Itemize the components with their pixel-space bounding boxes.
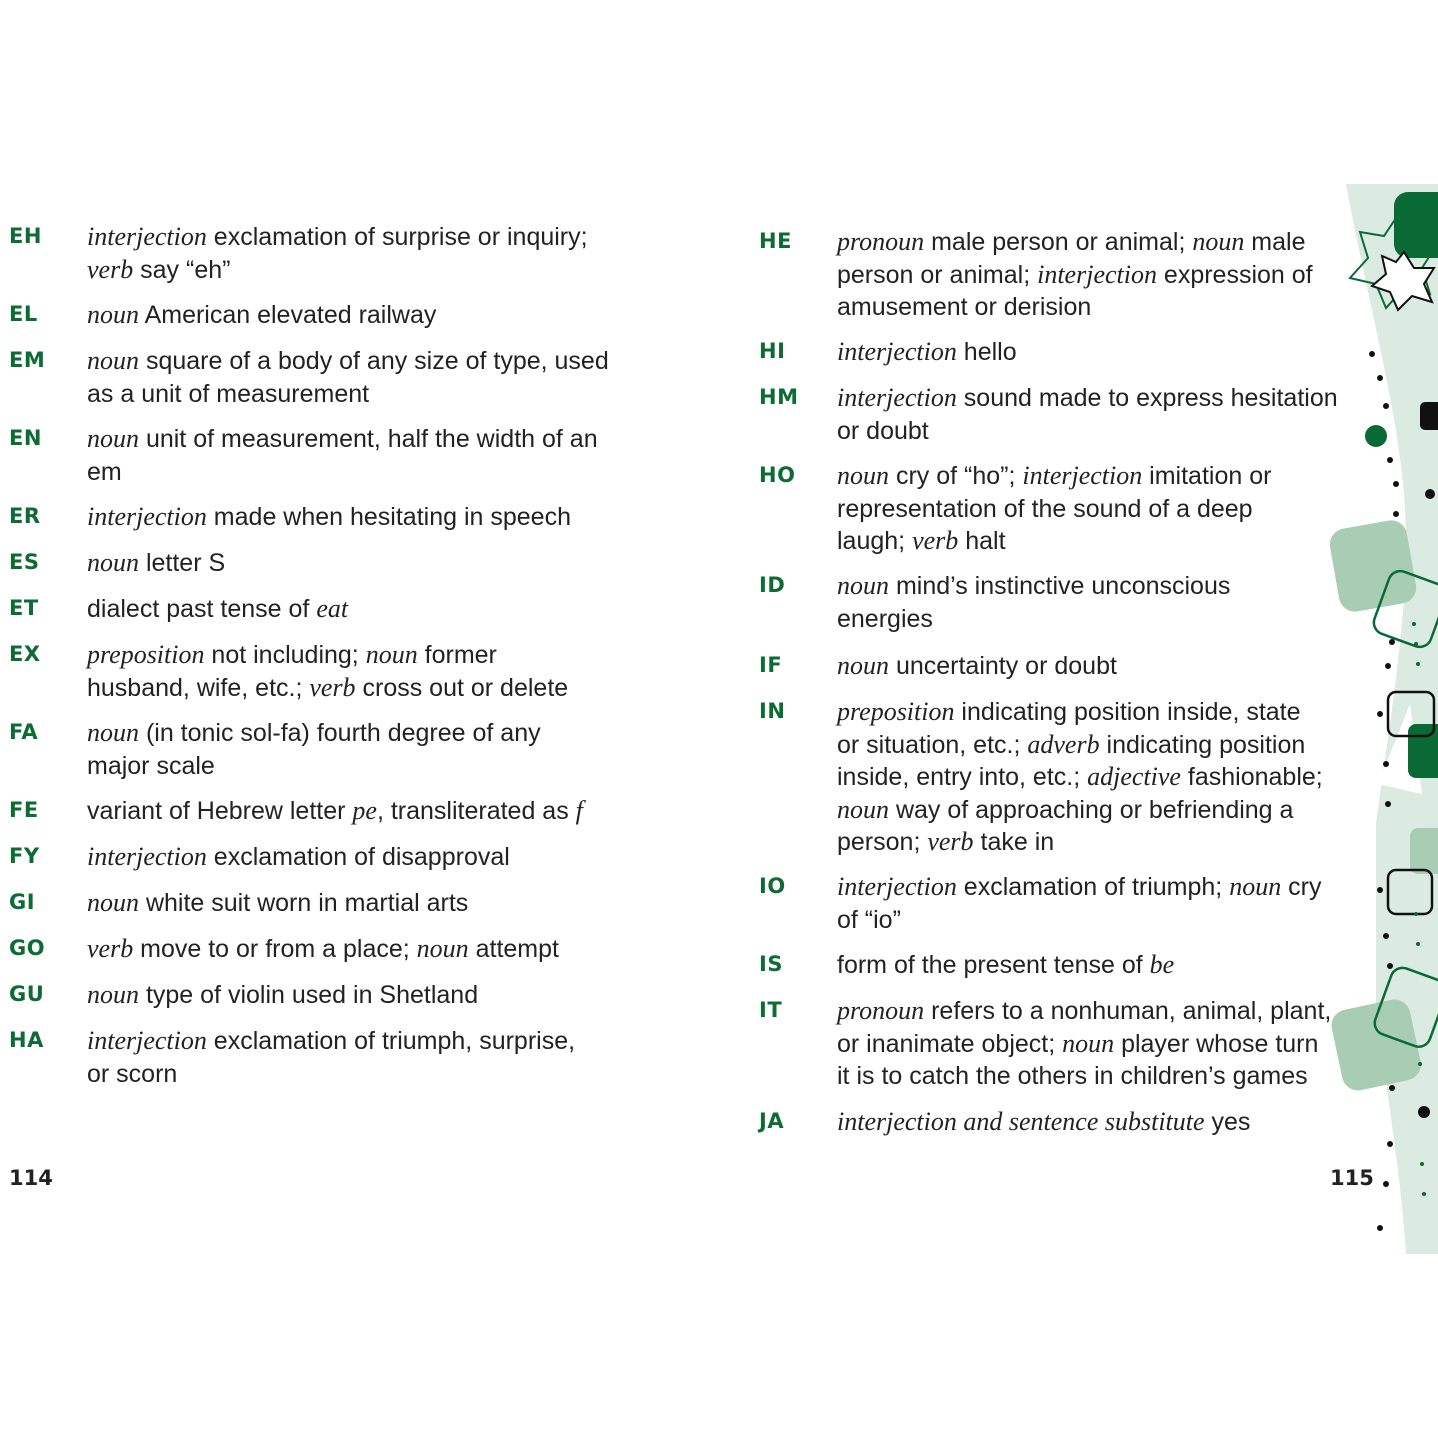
rounded-square-icon xyxy=(1420,402,1438,430)
part-of-speech: verb xyxy=(87,254,134,284)
headword: IS xyxy=(759,952,783,976)
definition xyxy=(87,841,647,874)
part-of-speech: interjection xyxy=(837,383,957,412)
page-number: 115 xyxy=(1330,1166,1374,1190)
definition-text: fashionable; xyxy=(1180,763,1323,791)
definition-text: exclamation of triumph, surprise, xyxy=(206,1027,576,1055)
definition-text: as a unit of measurement xyxy=(87,379,370,408)
definition-text: indicating position inside, state xyxy=(954,698,1301,726)
definition xyxy=(87,887,647,920)
definition xyxy=(87,299,647,332)
part-of-speech: pronoun xyxy=(837,996,925,1025)
headword: GI xyxy=(9,890,36,914)
part-of-speech: noun xyxy=(87,300,139,329)
definition-text: or inanimate object; xyxy=(837,1029,1063,1058)
headword: EL xyxy=(9,302,38,326)
headword: GO xyxy=(9,936,46,960)
part-of-speech: adjective xyxy=(1087,762,1181,791)
definition-text: husband, wife, etc.; xyxy=(87,673,310,702)
definition xyxy=(837,696,1357,859)
part-of-speech: noun xyxy=(1192,227,1245,256)
definition-text: major scale xyxy=(87,751,215,780)
headword: HE xyxy=(759,229,792,253)
definition xyxy=(837,460,1357,558)
definition-text: of “io” xyxy=(837,905,901,934)
light-green-band xyxy=(1346,184,1438,1254)
definition-text: way of approaching or befriending a xyxy=(889,795,1294,824)
definition-text: square of a body of any size of type, used xyxy=(139,347,609,375)
definition-text: em xyxy=(87,457,122,486)
part-of-speech: interjection and sentence substitute xyxy=(837,1107,1205,1136)
part-of-speech: interjection xyxy=(837,337,957,366)
definition-text: energies xyxy=(837,604,933,633)
headword: ER xyxy=(9,504,41,528)
definition-text: unit of measurement, half the width of an xyxy=(139,425,598,453)
definition-text: cry of “ho”; xyxy=(889,462,1023,490)
part-of-speech: noun xyxy=(837,651,889,680)
part-of-speech: be xyxy=(1149,950,1175,979)
headword: EN xyxy=(9,426,42,450)
part-of-speech: interjection xyxy=(87,1026,207,1055)
part-of-speech: noun xyxy=(837,794,889,824)
definition xyxy=(837,650,1357,683)
definition-text: white suit worn in martial arts xyxy=(139,889,469,917)
definition-text: representation of the sound of a deep xyxy=(837,494,1253,523)
definition xyxy=(87,717,647,782)
rounded-square-icon xyxy=(1410,828,1438,874)
definition-text: player whose turn xyxy=(1114,1029,1319,1058)
part-of-speech: eat xyxy=(316,594,349,623)
definition-text: or doubt xyxy=(837,416,929,445)
definition-text: former xyxy=(417,641,497,669)
part-of-speech: pe xyxy=(352,796,377,825)
definition xyxy=(87,593,647,626)
part-of-speech: noun xyxy=(837,461,889,490)
definition xyxy=(837,1106,1357,1139)
definition-text: uncertainty or doubt xyxy=(889,652,1117,680)
part-of-speech: interjection xyxy=(87,222,207,251)
burst-icon xyxy=(1418,1106,1430,1118)
part-of-speech: noun xyxy=(87,888,139,917)
definition-text: variant of Hebrew letter xyxy=(87,797,353,825)
definition-text: (in tonic sol-fa) fourth degree of any xyxy=(139,719,541,747)
headword: FA xyxy=(9,720,39,744)
definition xyxy=(837,382,1357,447)
definition-text: male person or animal; xyxy=(924,228,1193,256)
definition xyxy=(87,221,647,286)
definition-text: cross out or delete xyxy=(355,673,569,702)
definition-text: take in xyxy=(973,828,1055,856)
definition-text: male xyxy=(1244,228,1306,256)
definition xyxy=(87,795,647,828)
definition xyxy=(837,871,1357,936)
burst-icon xyxy=(1425,489,1435,499)
definition-text: expression of xyxy=(1156,260,1313,289)
definition xyxy=(87,547,647,580)
definition-text: amusement or derision xyxy=(837,293,1092,321)
definition-text: or scorn xyxy=(87,1059,178,1088)
headword: EM xyxy=(9,348,46,372)
part-of-speech: noun xyxy=(837,571,889,600)
definition-text: move to or from a place; xyxy=(133,935,417,963)
part-of-speech: noun xyxy=(1062,1028,1115,1058)
definition-text: mind’s instinctive unconscious xyxy=(889,572,1231,600)
definition-text: type of violin used in Shetland xyxy=(139,981,479,1009)
headword: HA xyxy=(9,1028,44,1052)
part-of-speech: noun xyxy=(87,718,139,747)
definition-text: American elevated railway xyxy=(139,301,437,329)
part-of-speech: interjection xyxy=(87,842,207,871)
definition-text: letter S xyxy=(139,549,226,577)
part-of-speech: interjection xyxy=(1022,461,1143,490)
definition-text: dialect past tense of xyxy=(87,595,317,623)
part-of-speech: noun xyxy=(87,424,139,453)
part-of-speech: preposition xyxy=(837,697,955,726)
definition xyxy=(837,570,1357,635)
part-of-speech: noun xyxy=(87,346,139,375)
definition xyxy=(87,979,647,1012)
part-of-speech: verb xyxy=(912,526,959,555)
part-of-speech: interjection xyxy=(837,872,957,901)
definition xyxy=(837,336,1357,369)
headword: IN xyxy=(759,699,786,723)
definition xyxy=(837,995,1357,1093)
part-of-speech: noun xyxy=(416,934,469,963)
headword: FY xyxy=(9,844,40,868)
definition xyxy=(87,423,647,488)
definition-text: exclamation of triumph; xyxy=(956,873,1230,901)
part-of-speech: noun xyxy=(1229,872,1282,901)
headword: EH xyxy=(9,224,42,248)
definition-text: say “eh” xyxy=(133,255,231,284)
definition xyxy=(87,501,647,534)
definition-text: made when hesitating in speech xyxy=(206,503,571,531)
headword: IO xyxy=(759,874,786,898)
definition-text: refers to a nonhuman, animal, plant, xyxy=(924,997,1332,1025)
part-of-speech: adverb xyxy=(1027,729,1100,759)
definition xyxy=(87,345,647,410)
definition-text: indicating position xyxy=(1099,730,1306,759)
part-of-speech: noun xyxy=(365,640,418,669)
headword: FE xyxy=(9,798,39,822)
headword: HO xyxy=(759,463,796,487)
definition xyxy=(87,1025,647,1090)
part-of-speech: noun xyxy=(87,980,139,1009)
definition-text: laugh; xyxy=(837,527,913,555)
definition xyxy=(837,949,1357,982)
headword: EX xyxy=(9,642,41,666)
definition-text: inside, entry into, etc.; xyxy=(837,763,1088,791)
headword: IF xyxy=(759,653,783,677)
definition xyxy=(837,226,1357,324)
part-of-speech: interjection xyxy=(87,502,207,531)
definition-text: form of the present tense of xyxy=(837,951,1150,979)
headword: HI xyxy=(759,339,786,363)
headword: GU xyxy=(9,982,45,1006)
definition-text: person or animal; xyxy=(837,260,1038,289)
definition-text: person; xyxy=(837,828,928,856)
definition-text: exclamation of disapproval xyxy=(206,843,510,871)
rounded-square-icon xyxy=(1330,518,1419,614)
definition-text: halt xyxy=(958,527,1006,555)
page-number: 114 xyxy=(9,1166,53,1190)
definition-text: or situation, etc.; xyxy=(837,730,1028,759)
definition-text: yes xyxy=(1204,1108,1251,1136)
part-of-speech: f xyxy=(575,796,583,825)
definition-text: not including; xyxy=(204,641,366,669)
part-of-speech: verb xyxy=(927,827,974,856)
headword: ES xyxy=(9,550,40,574)
headword: ET xyxy=(9,596,39,620)
definition-text: imitation or xyxy=(1142,462,1272,490)
margin-decoration xyxy=(1330,184,1438,1254)
definition-text: hello xyxy=(956,338,1017,366)
headword: ID xyxy=(759,573,786,597)
headword: HM xyxy=(759,385,799,409)
definition-text: it is to catch the others in children’s games xyxy=(837,1062,1308,1090)
definition xyxy=(87,933,647,966)
burst-icon xyxy=(1365,425,1387,447)
headword: JA xyxy=(759,1109,785,1133)
definition-text: attempt xyxy=(468,935,559,963)
definition-text: sound made to express hesitation xyxy=(956,384,1338,412)
part-of-speech: preposition xyxy=(87,640,205,669)
part-of-speech: noun xyxy=(87,548,139,577)
headword: IT xyxy=(759,998,783,1022)
definition-text: , transliterated as xyxy=(376,797,576,825)
part-of-speech: interjection xyxy=(1037,259,1157,289)
definition-text: cry xyxy=(1281,873,1322,901)
definition xyxy=(87,639,647,704)
part-of-speech: pronoun xyxy=(837,227,925,256)
definition-text: exclamation of surprise or inquiry; xyxy=(206,223,588,251)
part-of-speech: verb xyxy=(87,934,134,963)
part-of-speech: verb xyxy=(309,672,356,702)
